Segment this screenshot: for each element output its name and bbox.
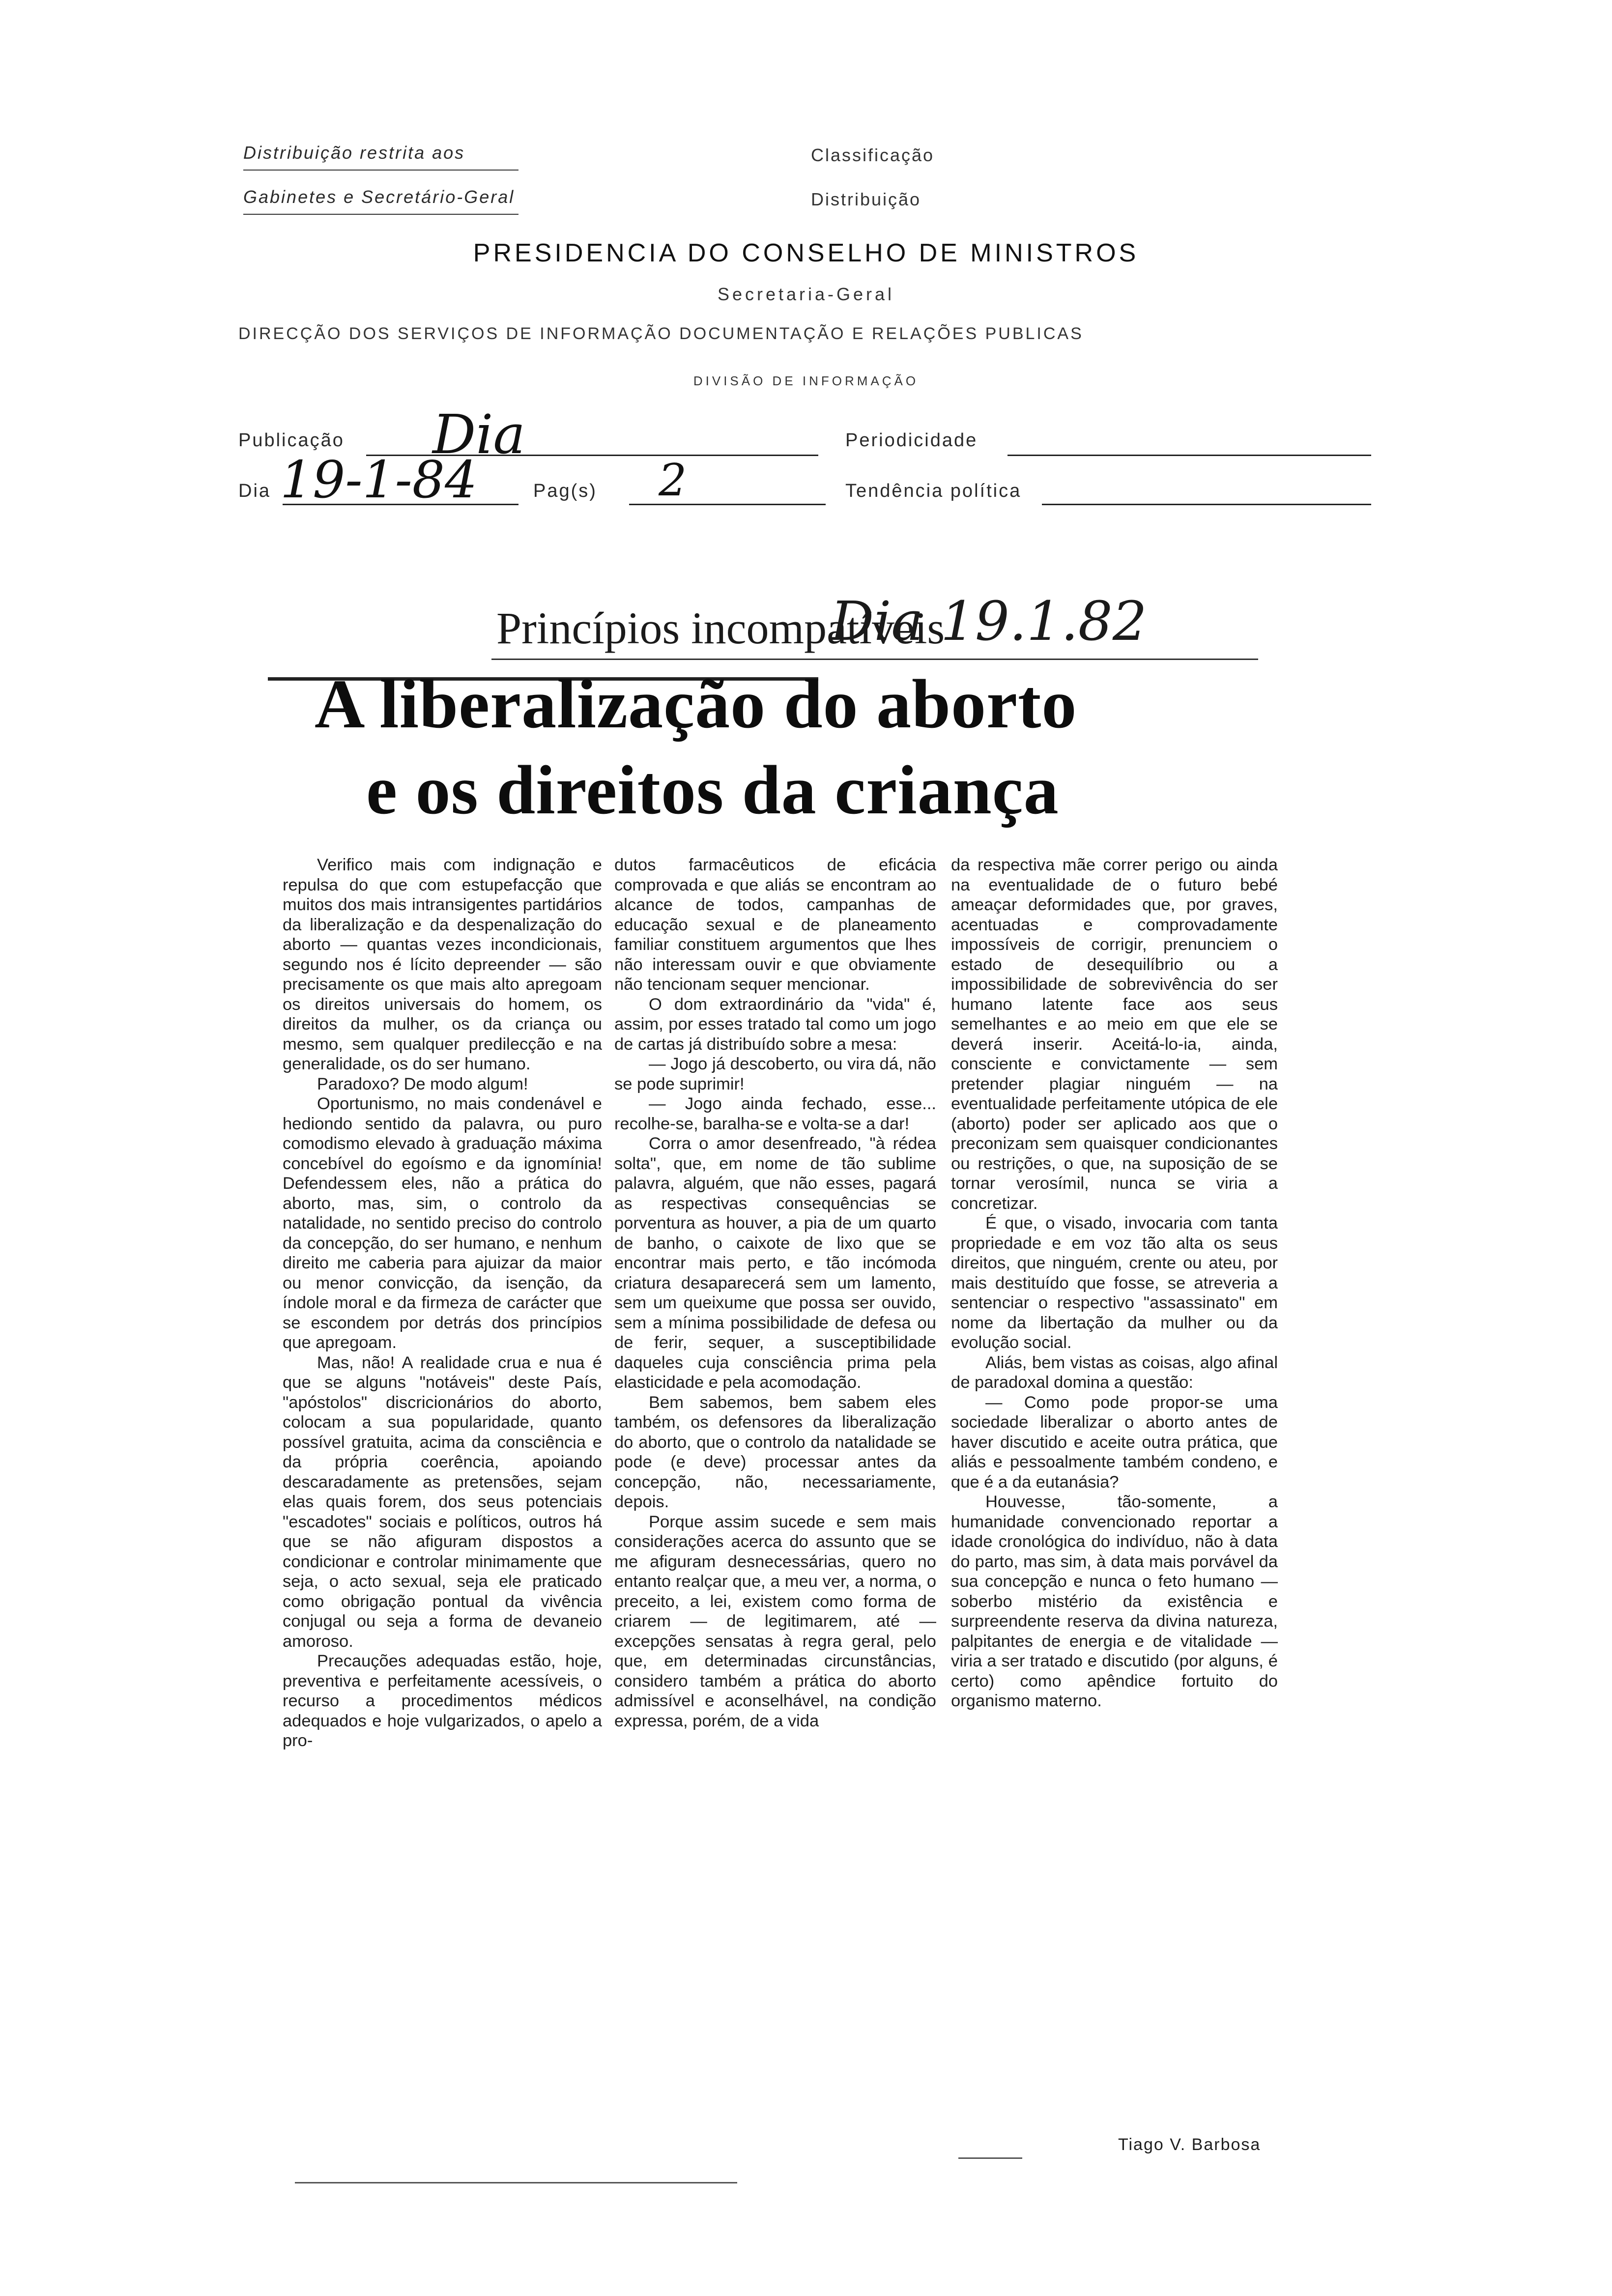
col2-paragraph: Bem sabemos, bem sabem eles também, os defensores da liberalização do aborto, que o controlo da natalidade se pode (e deve) processar antes da concepção, não, necessariamente, depois.	[614, 1393, 936, 1511]
periodicity-label: Periodicidade	[845, 430, 978, 451]
article-column-3	[951, 855, 1278, 1711]
periodicity-field-line	[1008, 455, 1371, 456]
handwritten-date-note: Dia 19.1.82	[831, 590, 1147, 653]
col2-paragraph: Porque assim sucede e sem mais considerações acerca do assunto que se me afiguram desnecessárias, quero no entanto realçar que, a meu ver, a norma, o preceito, a lei, existem como forma de criarem — de legitimarem, até — excepções sensatas à regra geral, pelo que, em determinadas circunstâncias, considero também a prática do aborto admissível e aconselhável, na condição expressa, porém, de a vida	[614, 1512, 936, 1730]
restricted-underline-1	[243, 170, 518, 171]
directorate-line: DIRECÇÃO DOS SERVIÇOS DE INFORMAÇÃO DOCUMENTAÇÃO E RELAÇÕES PUBLICAS	[238, 324, 1084, 343]
col3-paragraph: Houvesse, tão-somente, a humanidade convencionado reportar a idade cronológica do indivíduo, não à data do parto, mas sim, à data mais porvável da sua concepção e nunca o feto humano — soberbo mistério da existência e surpreendente reserva da divina natureza, palpitantes de energia e de vitalidade — viria a ser tratado e discutido (por alguns, é certo) como apêndice fortuito do organismo materno.	[951, 1492, 1278, 1710]
publication-value: Dia	[432, 403, 525, 466]
distribution-label: Distribuição	[811, 189, 921, 209]
tendency-field-line	[1042, 504, 1371, 505]
col1-paragraph: Oportunismo, no mais condenável e hediondo sentido da palavra, ou puro comodismo elevado à graduação máxima concebível do egoísmo e da ignomínia! Defendessem eles, não a prática do aborto, mas, sim, o controlo da natalidade, no sentido preciso do controlo da concepção, do ser humano, e nenhum direito me caberia para ajuizar da maior ou menor convicção, da isenção, da índole moral e da firmeza de carácter que se escondem por detrás dos princípios que apregoam.	[283, 1094, 602, 1352]
headline-line2: e os direitos da criança	[366, 751, 1059, 829]
col1-paragraph: Paradoxo? De modo algum!	[317, 1074, 528, 1093]
classification-label: Classificação	[811, 145, 935, 165]
publication-label: Publicação	[238, 430, 345, 451]
tendency-label: Tendência política	[845, 481, 1022, 501]
article-column-1	[283, 855, 602, 1751]
presidency-title: PRESIDENCIA DO CONSELHO DE MINISTROS	[473, 239, 1139, 267]
day-label: Dia	[238, 481, 271, 501]
restricted-underline-2	[243, 214, 518, 215]
clipping-right-rule	[958, 2157, 1022, 2159]
col2-paragraph: — Jogo já descoberto, ou vira dá, não se pode suprimir!	[614, 1055, 936, 1093]
col3-paragraph: É que, o visado, invocaria com tanta propriedade e em voz tão alta os seus direitos, que ninguém, crente ou ateu, por mais destituído que fosse, se atreveria a sentenciar o respectivo "assassinato" em nome da libertação da mulher ou da evolução social.	[951, 1214, 1278, 1352]
restricted-distribution-line2: Gabinetes e Secretário-Geral	[243, 187, 515, 207]
col1-paragraph: Mas, não! A realidade crua e nua é que se alguns "notáveis" deste País, "apóstolos" discricionários do aborto, colocam a sua popularidade, quanto possível gratuita, acima da consciência e da própria coerência, apoiando descaradamente as pretensões, sejam elas quais forem, dos seus potenciais "escadotes" sociais e políticos, outros há que se não afiguram dispostos a condicionar e controlar minimamente que seja, o acto sexual, seja ele praticado como obrigação pontual da vivência conjugal ou seja a forma de devaneio amoroso.	[283, 1353, 602, 1651]
secretariat-subtitle: Secretaria-Geral	[717, 284, 895, 304]
col2-paragraph: dutos farmacêuticos de eficácia comprovada e que aliás se encontram ao alcance de todos, campanhas de educação sexual e de planeamento familiar constituem argumentos que lhes não interessam ouvir e que obviamente não tencionam sequer mencionar.	[614, 856, 936, 994]
col2-paragraph: Corra o amor desenfreado, "à rédea solta", que, em nome de tão sublime palavra, alguém, que não esses, pagará as respectivas consequências se porventura as houver, a pia de um quarto de banho, o caixote de lixo que se encontrar mais perto, e tão incómoda criatura desaparecerá sem um lamento, sem um queixume que possa ser ouvido, sem a mínima possibilidade de defesa ou de ferir, sequer, a susceptibilidade daqueles cuja consciência prima pela elasticidade e pela acomodação.	[614, 1134, 936, 1392]
col1-paragraph: Precauções adequadas estão, hoje, preventiva e perfeitamente acessíveis, o recurso a procedimentos médicos adequados e hoje vulgarizados, o apelo a pro-	[283, 1652, 602, 1750]
kicker-rule	[491, 659, 1258, 660]
clipping-bottom-rule	[295, 2182, 737, 2183]
restricted-distribution-line1: Distribuição restrita aos	[243, 143, 465, 163]
col3-paragraph: — Como pode propor-se uma sociedade liberalizar o aborto antes de haver discutido e aceite outra prática, que aliás e pessoalmente também condeno, e que é a da eutanásia?	[951, 1393, 1278, 1492]
col1-paragraph: Verifico mais com indignação e repulsa do que com estupefacção que muitos dos mais intransigentes partidários da liberalização e da despenalização do aborto — quantas vezes incondicionais, segundo nos é lícito depreender — são precisamente os que mais alto apregoam os direitos universais do homem, os direitos da mulher, os da criança ou mesmo, sem qualquer predilecção e na generalidade, os do ser humano.	[283, 856, 602, 1073]
article-kicker: Princípios incompatíveis	[496, 603, 945, 653]
col2-paragraph: O dom extraordinário da "vida" é, assim, por esses tratado tal como um jogo de cartas já distribuído sobre a mesa:	[614, 995, 936, 1054]
author-signature: Tiago V. Barbosa	[1118, 2135, 1261, 2154]
col2-paragraph: — Jogo ainda fechado, esse... recolhe-se, baralha-se e volta-se a dar!	[614, 1094, 936, 1133]
division-line: DIVISÃO DE INFORMAÇÃO	[693, 373, 919, 388]
pages-label: Pag(s)	[533, 481, 597, 501]
article-column-2	[614, 855, 936, 1731]
col3-paragraph: da respectiva mãe correr perigo ou ainda na eventualidade de o futuro bebé ameaçar deformidades que, por graves, acentuadas e comprovadamente impossíveis de corrigir, prenunciem o estado de desequilíbrio ou a impossibilidade de sobrevivência do ser humano latente face aos seus semelhantes e ao meio em que ele se deverá inserir. Aceitá-lo-ia, ainda, consciente e convictamente — sem pretender plagiar ninguém — na eventualidade perfeitamente utópica de ele (aborto) poder ser aplicado aos que o preconizam sem quaisquer condicionantes ou restrições, o que, na suposição de se tornar verosímil, nunca se viria a concretizar.	[951, 856, 1278, 1213]
headline-line1: A liberalização do aborto	[315, 665, 1077, 743]
col3-paragraph: Aliás, bem vistas as coisas, algo afinal de paradoxal domina a questão:	[951, 1353, 1278, 1392]
day-value: 19-1-84	[280, 450, 478, 510]
pages-value: 2	[659, 455, 687, 506]
